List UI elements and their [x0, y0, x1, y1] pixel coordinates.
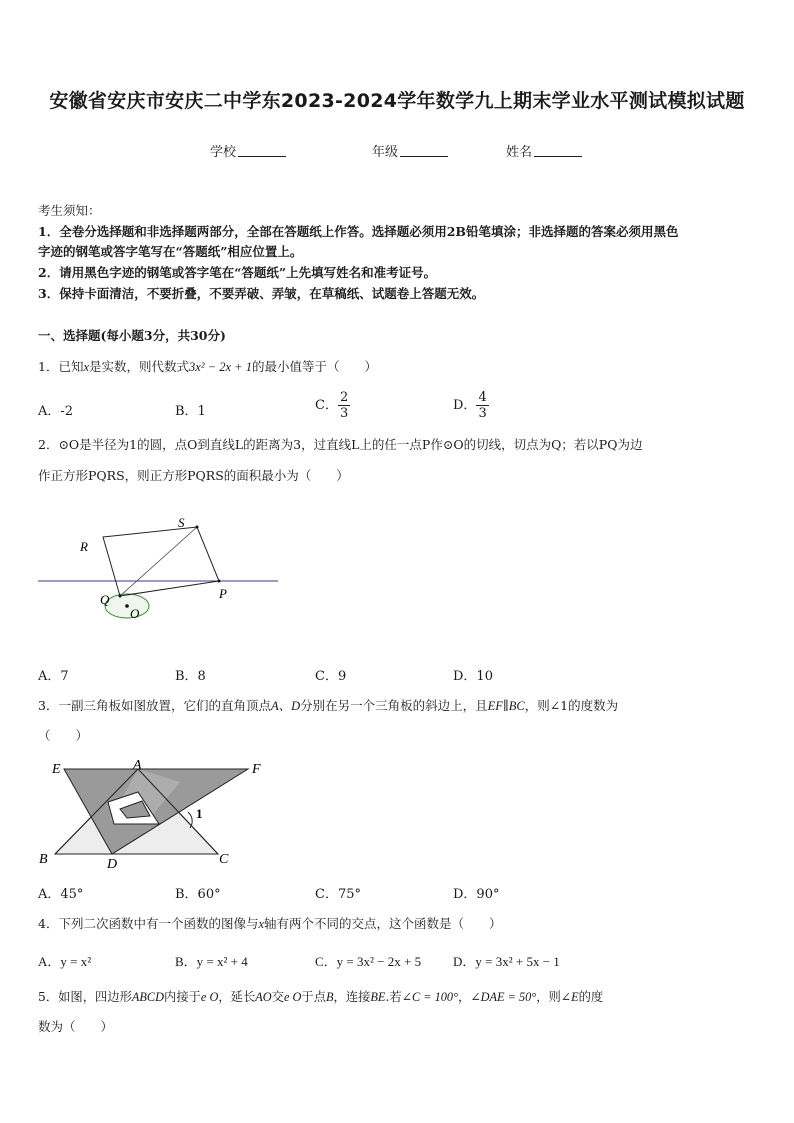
- q4-option-a[interactable]: A．y = x²: [38, 954, 92, 969]
- q2-line2: 作正方形PQRS，则正方形PQRS的面积最小为（ ）: [38, 468, 349, 483]
- q2-option-b[interactable]: B．8: [175, 669, 206, 684]
- q5-angle-e: ∠E: [560, 990, 579, 1004]
- q4-option-d[interactable]: D．y = 3x² + 5x − 1: [453, 954, 560, 969]
- q3-line2: （ ）: [38, 728, 89, 743]
- point-S: [196, 526, 199, 529]
- point-P: [218, 580, 221, 583]
- q2-option-d[interactable]: D．10: [453, 669, 493, 684]
- q5-text-i: 于点: [301, 990, 326, 1004]
- label-B: B: [39, 852, 48, 867]
- q4-var: x: [258, 917, 265, 931]
- q1-option-d-numerator: 4: [478, 390, 487, 405]
- label-O: O: [130, 606, 140, 621]
- name-field[interactable]: [506, 141, 582, 160]
- q5-line1: [38, 987, 603, 1007]
- q5-text-e: ，延长: [218, 990, 256, 1004]
- q3-vertices: A、D: [270, 699, 301, 713]
- school-blank[interactable]: [238, 144, 286, 157]
- q5-text-o: ，: [458, 990, 471, 1004]
- q5-text-q: ，则: [536, 990, 561, 1004]
- section-heading: 一、选择题(每小题3分，共30分): [38, 328, 226, 343]
- square-PQRS: [103, 527, 219, 596]
- grade-blank[interactable]: [400, 144, 448, 157]
- q3-option-a[interactable]: A．45°: [38, 887, 84, 902]
- q1-option-c[interactable]: [315, 390, 350, 421]
- grade-field[interactable]: [372, 141, 448, 160]
- q3-text-c: 分别在另一个三角板的斜边上，且: [300, 698, 488, 713]
- q1-prefix: 1．已知: [38, 359, 84, 374]
- q5-angle-c: ∠C = 100°: [401, 990, 458, 1004]
- label-angle-1: 1: [196, 806, 203, 821]
- q1-expr: 3x² − 2x + 1: [189, 360, 252, 374]
- q1-option-d-fraction: [476, 390, 488, 421]
- q4-text-a: 4．下列二次函数中有一个函数的图像与: [38, 916, 259, 931]
- q4-text-b: 轴有两个不同的交点，这个函数是（ ）: [264, 916, 502, 931]
- q1-option-c-label: C．: [315, 398, 338, 413]
- notice-item2: 2．请用黑色字迹的钢笔或答字笔在“答题纸”上先填写姓名和准考证号。: [38, 265, 437, 280]
- q2-figure: [30, 508, 290, 628]
- q5-segment-ao: AO: [255, 990, 272, 1004]
- label-S: S: [178, 515, 185, 530]
- point-O: [125, 604, 129, 608]
- q1-mid: 是实数，则代数式: [89, 359, 190, 374]
- q3-option-c[interactable]: C．75°: [315, 887, 361, 902]
- q3-figure: [30, 752, 280, 874]
- q3-option-b[interactable]: B．60°: [175, 887, 221, 902]
- notice-item1-line1: 1．全卷分选择题和非选择题两部分，全部在答题纸上作答。选择题必须用2B铅笔填涂；非选择题的答案必须用黑色: [38, 224, 679, 239]
- q1-option-d[interactable]: [453, 390, 489, 421]
- q5-circle-1: e O: [200, 990, 219, 1004]
- q1-option-c-denominator: 3: [339, 406, 349, 421]
- label-P: P: [219, 586, 227, 601]
- q2-option-a[interactable]: A．7: [38, 669, 69, 684]
- q1-var: x: [83, 360, 90, 374]
- q5-text-g: 交: [271, 990, 284, 1004]
- q3-text-a: 3．一副三角板如图放置，它们的直角顶点: [38, 698, 271, 713]
- q5-line2: 数为（ ）: [38, 1019, 114, 1034]
- q1-option-d-label: D．: [453, 398, 477, 413]
- q3-line1: [38, 696, 618, 716]
- q3-text-e: ，则∠1的度数为: [524, 698, 619, 713]
- notice-item3: 3．保持卡面清洁，不要折叠，不要弄破、弄皱，在草稿纸、试题卷上答题无效。: [38, 286, 485, 301]
- name-blank[interactable]: [534, 144, 582, 157]
- q5-text-m: .若: [385, 990, 402, 1004]
- q5-text-s: 的度: [578, 990, 604, 1004]
- q5-text-k: ，连接: [333, 990, 371, 1004]
- q5-circle-2: e O: [283, 990, 302, 1004]
- q5-text-a: 5．如图，四边形: [38, 990, 132, 1004]
- q4-option-c[interactable]: C．y = 3x² − 2x + 5: [315, 954, 422, 969]
- q2-line1: 2．⊙O是半径为1的圆，点O到直线L的距离为3，过直线L上的任一点P作⊙O的切线，切点为Q；若以PQ为边: [38, 437, 643, 452]
- page-title: 安徽省安庆市安庆二中学东2023-2024学年数学九上期末学业水平测试模拟试题: [49, 90, 745, 112]
- q2-option-c[interactable]: C．9: [315, 669, 347, 684]
- label-C: C: [219, 852, 229, 867]
- q5-text-c: 内接于: [164, 990, 201, 1004]
- notice-item1-line2: 字迹的钢笔或答字笔写在“答题纸”相应位置上。: [38, 244, 303, 259]
- q1-option-c-numerator: 2: [339, 390, 349, 405]
- grade-label: 年级: [372, 145, 399, 160]
- q1-option-d-denominator: 3: [478, 406, 487, 421]
- q4-stem: [38, 914, 502, 934]
- q5-angle-dae: ∠DAE = 50°: [470, 990, 537, 1004]
- label-E: E: [52, 762, 61, 777]
- label-F: F: [252, 762, 261, 777]
- label-A: A: [133, 758, 142, 773]
- q5-segment-be: BE: [370, 990, 386, 1004]
- q1-stem: [38, 357, 377, 377]
- q4-option-b[interactable]: B．y = x² + 4: [175, 954, 248, 969]
- label-D: D: [107, 857, 118, 872]
- point-Q: [119, 595, 122, 598]
- school-field[interactable]: [210, 141, 286, 160]
- label-R: R: [80, 539, 88, 554]
- q5-quad: ABCD: [131, 990, 165, 1004]
- q5-point-b: B: [326, 990, 334, 1004]
- q3-parallel: EF∥BC: [487, 699, 525, 713]
- label-Q: Q: [100, 592, 110, 607]
- notice-heading: 考生须知：: [38, 203, 101, 218]
- q1-option-c-fraction: [338, 390, 350, 421]
- school-label: 学校: [210, 145, 237, 160]
- q1-suffix: 的最小值等于（ ）: [252, 359, 378, 374]
- q3-option-d[interactable]: D．90°: [453, 887, 500, 902]
- name-label: 姓名: [506, 145, 533, 160]
- q1-option-b[interactable]: B．1: [175, 404, 206, 419]
- q1-option-a[interactable]: A．-2: [38, 404, 74, 419]
